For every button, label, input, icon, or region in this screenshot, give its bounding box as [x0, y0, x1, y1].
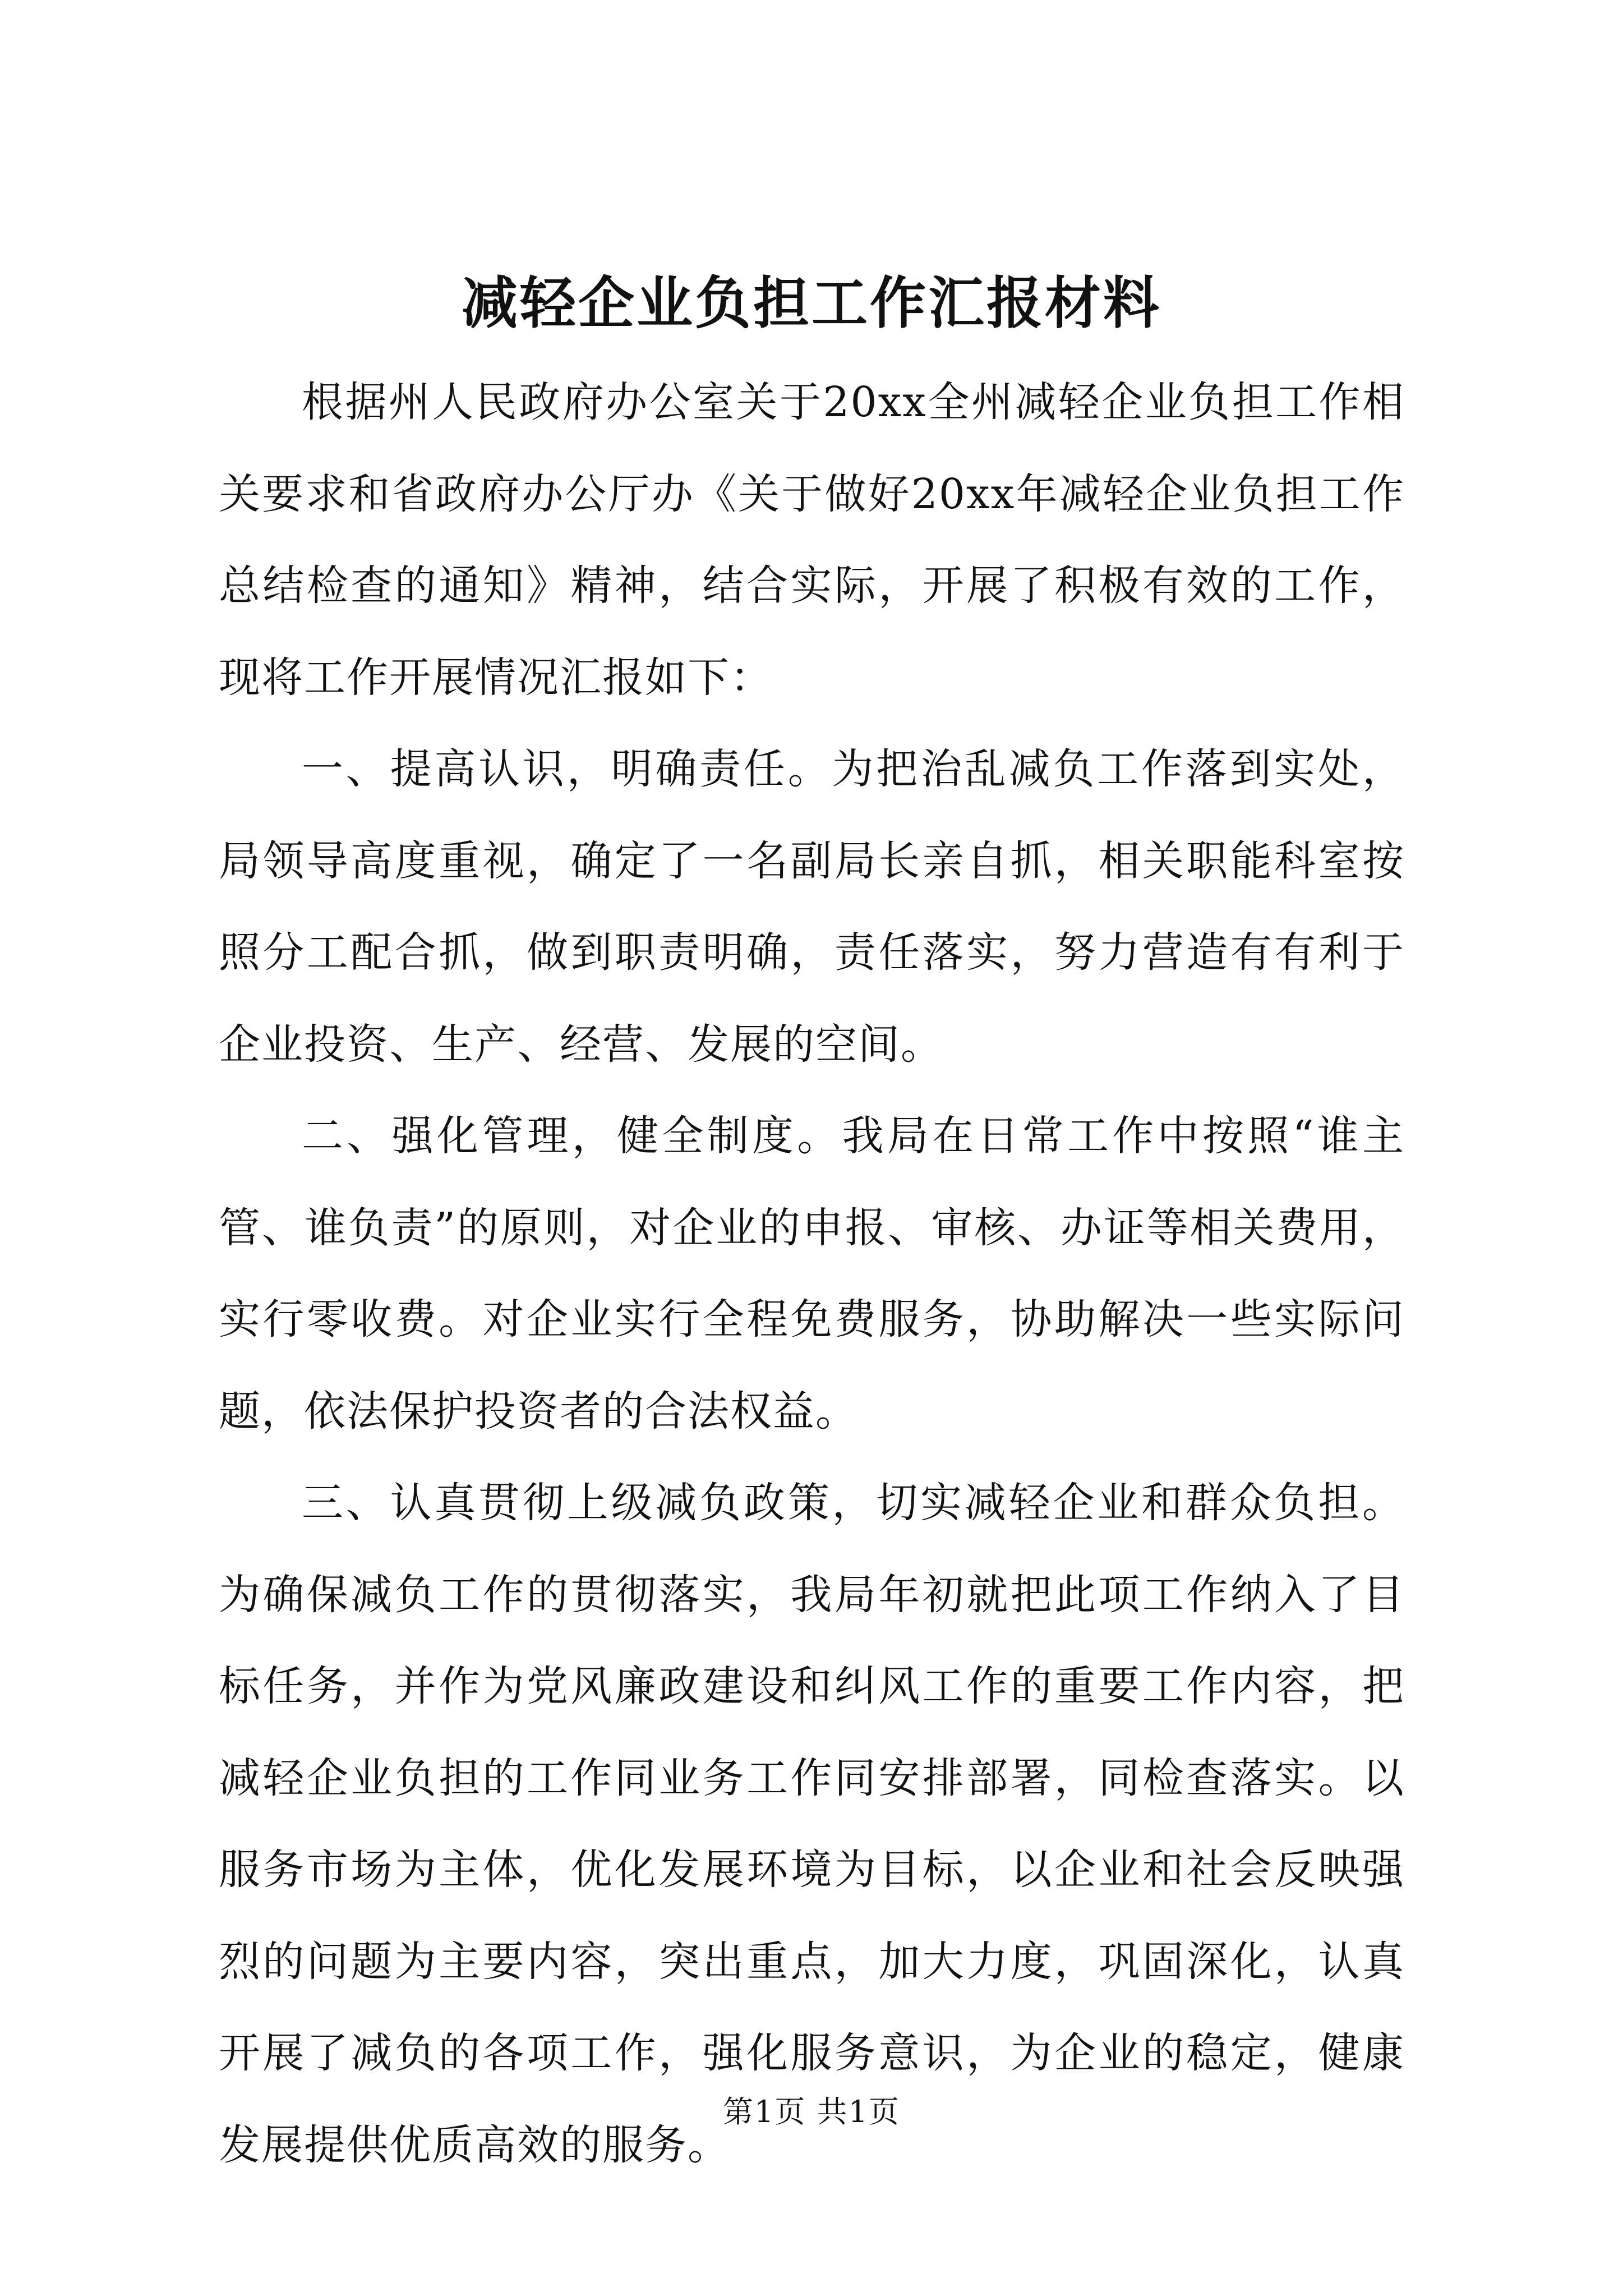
- intro-paragraph: 根据州人民政府办公室关于20xx全州减轻企业负担工作相关要求和省政府办公厅办《关于做好20xx年减轻企业负担工作总结检查的通知》精神，结合实际，开展了积极有效的工作，现将工作开展情况汇报如下：: [219, 378, 1405, 702]
- section-2-paragraph: 二、强化管理，健全制度。我局在日常工作中按照“谁主管、谁负责”的原则，对企业的申报、审核、办证等相关费用，实行零收费。对企业实行全程免费服务，协助解决一些实际问题，依法保护投资者的合法权益。: [219, 1112, 1405, 1435]
- section-1-paragraph: 一、提高认识，明确责任。为把治乱减负工作落到实处，局领导高度重视，确定了一名副局长亲自抓，相关职能科室按照分工配合抓，做到职责明确，责任落实，努力营造有有利于企业投资、生产、经营、发展的空间。: [219, 745, 1405, 1069]
- document-body: [219, 357, 1405, 2191]
- document-title: 减轻企业负担工作汇报材料: [462, 270, 1161, 336]
- page-number-footer: 第1页 共1页: [723, 2094, 900, 2129]
- section-3-paragraph: 三、认真贯彻上级减负政策，切实减轻企业和群众负担。为确保减负工作的贯彻落实，我局年初就把此项工作纳入了目标任务，并作为党风廉政建设和纠风工作的重要工作内容，把减轻企业负担的工作同业务工作同安排部署，同检查落实。以服务市场为主体，优化发展环境为目标，以企业和社会反映强烈的问题为主要内容，突出重点，加大力度，巩固深化，认真开展了减负的各项工作，强化服务意识，为企业的稳定，健康发展提供优质高效的服务。: [219, 1479, 1405, 2169]
